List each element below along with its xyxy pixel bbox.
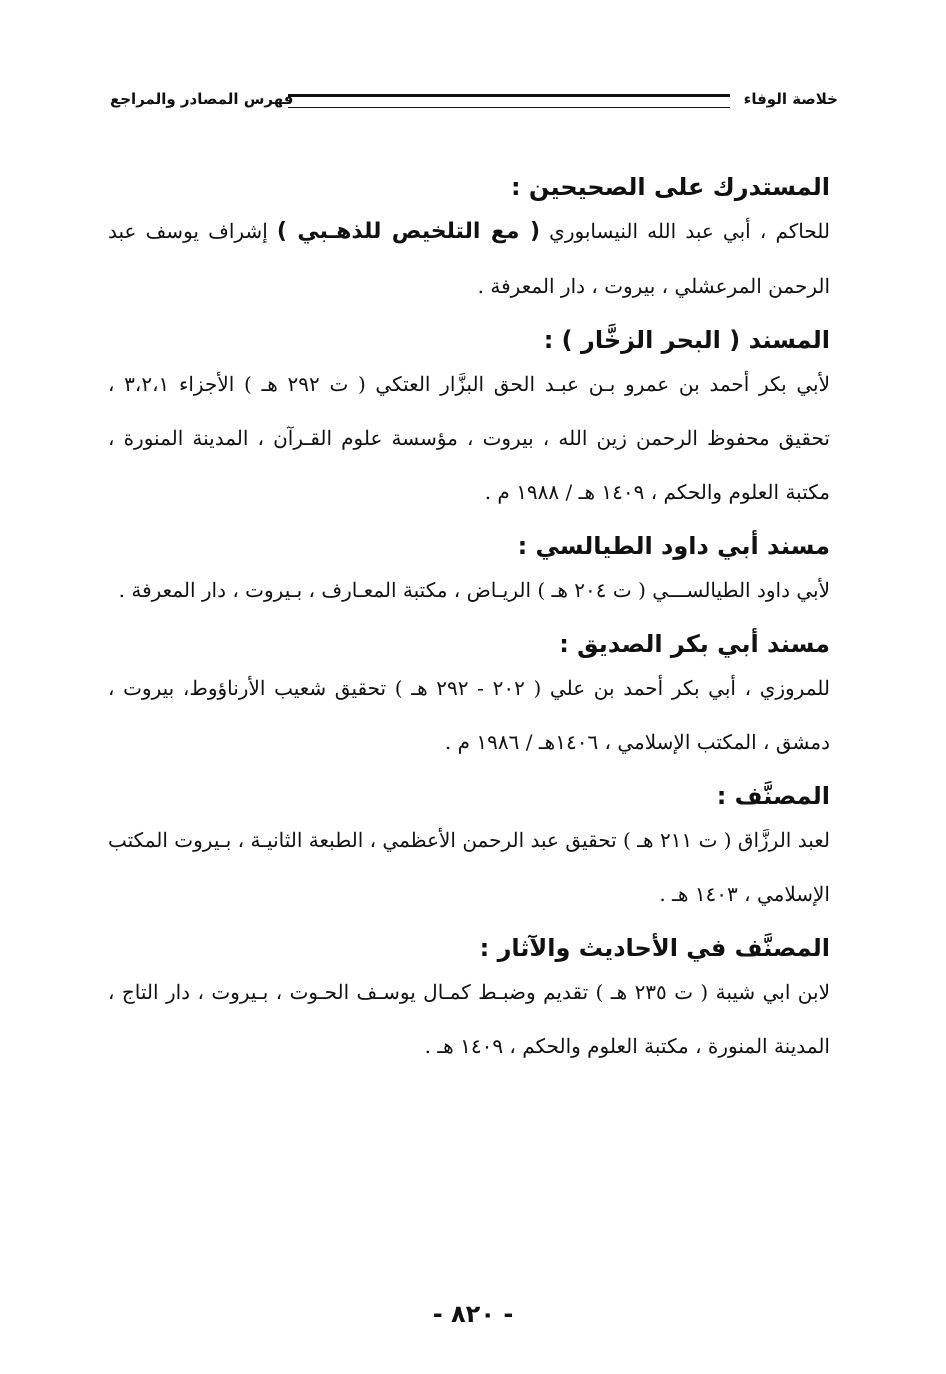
entry-title: المستدرك على الصحيحين : bbox=[510, 173, 830, 201]
entry-text: لأبي بكر أحمد بن عمرو بـن عبـد الحق البزَّار العتكي ( ت ٢٩٢ هـ ) الأجزاء ٣،٢،١ ، تحقيق محفوظ الرحمن زين الله ، بيروت ، مؤسسة علوم القـرآن ، المدينة المنورة ، مكتبة العلوم والحكم ، ١٤٠٩ هـ / ١٩٨٨ م . bbox=[108, 372, 830, 504]
bibliography-entry bbox=[108, 627, 830, 769]
entry-text bbox=[108, 204, 830, 313]
entry-title: المسند ( البحر الزخَّار ) : bbox=[543, 326, 830, 354]
entry-text: للمروزي ، أبي بكر أحمد بن علي ( ٢٠٢ - ٢٩٢ هـ ) تحقيق شعيب الأرناؤوط، بيروت ، دمشق ، المكتب الإسلامي ، ١٤٠٦هـ / ١٩٨٦ م . bbox=[108, 676, 830, 754]
page-number: - ٨٢٠ - bbox=[432, 1300, 514, 1328]
bibliography-entry bbox=[108, 323, 830, 519]
entry-title: مسند أبي بكر الصديق : bbox=[559, 630, 830, 658]
header-section-title: فهرس المصادر والمراجع bbox=[110, 90, 294, 108]
entry-text-part: إشراف يوسف عبد الرحمن المرعشلي ، بيروت ، دار المعرفة . bbox=[108, 219, 830, 298]
header-rule bbox=[288, 94, 730, 108]
entry-text: لعبد الرزَّاق ( ت ٢١١ هـ ) تحقيق عبد الرحمن الأعظمي ، الطبعة الثانيـة ، بـيروت المكتب الإسلامي ، ١٤٠٣ هـ . bbox=[108, 828, 830, 906]
bibliography-entry bbox=[108, 529, 830, 617]
entry-text: لابن ابي شيبة ( ت ٢٣٥ هـ ) تقديم وضبـط كمـال يوسـف الحـوت ، بـيروت ، دار التاج ، المدينة المنورة ، مكتبة العلوم والحكم ، ١٤٠٩ هـ . bbox=[108, 980, 830, 1058]
entry-bold-note: ( مع التلخيص للذهـبي ) bbox=[276, 219, 541, 244]
bibliography-entry bbox=[108, 170, 830, 313]
running-header bbox=[110, 86, 838, 120]
bibliography-list bbox=[108, 170, 830, 1083]
entry-title: المصنَّف في الأحاديث والآثار : bbox=[479, 934, 830, 962]
entry-title: المصنَّف : bbox=[716, 782, 830, 810]
entry-text: لأبي داود الطيالســـي ( ت ٢٠٤ هـ ) الريـاض ، مكتبة المعـارف ، بـيروت ، دار المعرفة . bbox=[118, 578, 830, 602]
header-book-title: خلاصة الوفاء bbox=[743, 90, 838, 108]
entry-title: مسند أبي داود الطيالسي : bbox=[517, 532, 830, 560]
entry-text-part: للحاكم ، أبي عبد الله النيسابوري bbox=[549, 219, 831, 243]
bibliography-entry bbox=[108, 779, 830, 921]
bibliography-entry bbox=[108, 931, 830, 1073]
